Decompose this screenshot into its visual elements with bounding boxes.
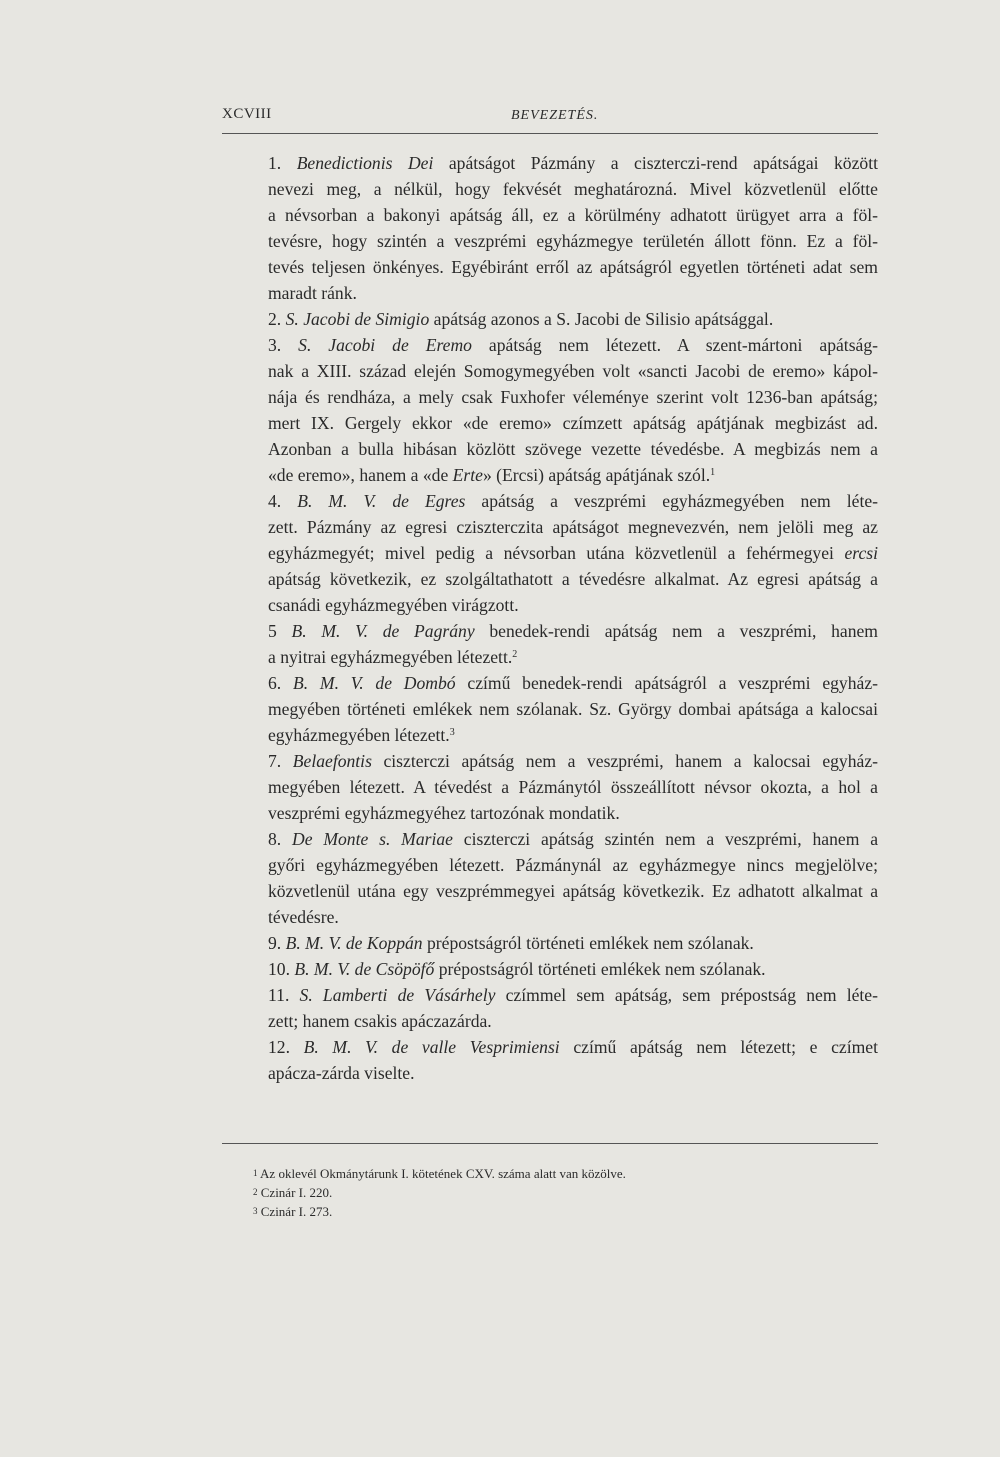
text-line: 3. S. Jacobi de Eremo apátság nem létezett. A szent-mártoni apátság- xyxy=(268,335,879,355)
footnote-reference: 2 xyxy=(512,649,518,660)
text-line: zett; hanem csakis apáczazárda. xyxy=(268,1011,492,1031)
footnote-mark: 1 xyxy=(253,1168,258,1178)
footnote-text: Czinár I. 220. xyxy=(260,1185,333,1200)
main-text xyxy=(222,150,878,1086)
text-line: 1. Benedictionis Dei apátságot Pázmány a ciszterczi-rend apátságai között xyxy=(268,153,878,173)
footnote-reference: 3 xyxy=(449,727,455,738)
footnote-mark: 3 xyxy=(253,1206,258,1216)
text-line: apátság következik, ez szolgáltathatott a tévedésre alkalmat. Az egresi apátság a xyxy=(268,569,878,589)
italic-title: Belaefontis xyxy=(292,751,372,771)
header-rule xyxy=(222,133,878,134)
text-line: megyében történeti emlékek nem szólanak. Sz. György dombai apátsága a kalocsai xyxy=(268,699,878,719)
entry-paragraph xyxy=(222,1034,878,1086)
text-line: maradt ránk. xyxy=(268,283,357,303)
text-line: nája és rendháza, a mely csak Fuxhofer véleménye szerint volt 1236-ban apátság; xyxy=(268,387,878,407)
italic-title: S. Lamberti de Vásárhely xyxy=(299,985,496,1005)
entry-paragraph xyxy=(222,956,878,982)
entry-paragraph xyxy=(222,930,878,956)
footnote xyxy=(253,1202,853,1221)
italic-title: B. M. V. de Koppán xyxy=(285,933,423,953)
text-line: egyházmegyében létezett.$^3$ xyxy=(268,725,455,745)
entry-paragraph xyxy=(222,332,878,488)
footnote-text: Az oklevél Okmánytárunk I. kötetének CXV. száma alatt van közölve. xyxy=(260,1166,626,1181)
folio-number: XCVIII xyxy=(222,106,272,122)
text-line: győri egyházmegyében létezett. Pázmánynál az egyházmegye nincs megjelölve; xyxy=(268,855,878,875)
text-line: 9. B. M. V. de Koppán prépostságról történeti emlékek nem szólanak. xyxy=(268,933,754,953)
italic-title: B. M. V. de Dombó xyxy=(292,673,456,693)
text-line: apácza-zárda viselte. xyxy=(268,1063,415,1083)
text-line: 7. Belaefontis ciszterczi apátság nem a veszprémi, hanem a kalocsai egyház- xyxy=(268,751,878,771)
entry-paragraph xyxy=(222,618,878,670)
footnote-text: Czinár I. 273. xyxy=(260,1204,333,1219)
italic-title: S. Jacobi de Simigio xyxy=(285,309,430,329)
entry-paragraph xyxy=(222,982,878,1034)
text-line: 2. S. Jacobi de Simigio apátság azonos a S. Jacobi de Silisio apátsággal. xyxy=(268,309,774,329)
text-line: tevésre, hogy szintén a veszprémi egyházmegye területén állott fönn. Ez a föl- xyxy=(268,231,878,251)
italic-title: De Monte s. Mariae xyxy=(292,829,453,849)
text-line: csanádi egyházmegyében virágzott. xyxy=(268,595,519,615)
text-line: a nyitrai egyházmegyében létezett.$^2$ xyxy=(268,647,518,667)
text-line: 5 B. M. V. de Pagrány benedek-rendi apátság nem a veszprémi, hanem xyxy=(268,621,878,641)
entry-paragraph xyxy=(222,748,878,826)
text-line: «de eremo», hanem a «de Erte» (Ercsi) apátság apátjának szól.$^1$ xyxy=(268,465,716,485)
italic-title: Benedictionis Dei xyxy=(296,153,434,173)
footnote-reference: 1 xyxy=(710,467,716,478)
italic-title: B. M. V. de Egres xyxy=(297,491,466,511)
italic-title: B. M. V. de valle Vesprimiensi xyxy=(303,1037,560,1057)
page-header xyxy=(222,106,878,130)
text-line: a névsorban a bakonyi apátság áll, ez a körülmény adhatott ürügyet arra a föl- xyxy=(268,205,878,225)
text-line: 12. B. M. V. de valle Vesprimiensi czímű apátság nem létezett; e czímet xyxy=(268,1037,878,1057)
text-line: mert IX. Gergely ekkor «de eremo» czímzett apátság apátjának megbizást ad. xyxy=(268,413,878,433)
italic-title: B. M. V. de Pagrány xyxy=(291,621,475,641)
text-line: veszprémi egyházmegyéhez tartozónak mondatik. xyxy=(268,803,620,823)
running-title: BEVEZETÉS. xyxy=(511,108,599,123)
entry-paragraph xyxy=(222,826,878,930)
text-line: Azonban a bulla hibásan közlött szövege vezette tévedésbe. A megbizás nem a xyxy=(268,439,878,459)
footnote-rule xyxy=(222,1143,878,1144)
italic-title: S. Jacobi de Eremo xyxy=(298,335,472,355)
italic-title: B. M. V. de Csöpöfő xyxy=(294,959,435,979)
italic-title: ercsi xyxy=(844,543,878,563)
entry-paragraph xyxy=(222,150,878,306)
footnote xyxy=(253,1183,853,1202)
italic-title: Erte xyxy=(452,465,483,485)
footnotes xyxy=(253,1164,853,1221)
text-line: közvetlenül utána egy veszprémmegyei apátság következik. Ez adhatott alkalmat a xyxy=(268,881,878,901)
text-line: 11. S. Lamberti de Vásárhely czímmel sem apátság, sem prépostság nem léte- xyxy=(268,985,878,1005)
text-line: tevés teljesen önkényes. Egyébiránt erről az apátságról egyetlen történeti adat sem xyxy=(268,257,878,277)
text-line: tévedésre. xyxy=(268,907,339,927)
text-line: egyházmegyét; mivel pedig a névsorban utána közvetlenül a fehérmegyei ercsi xyxy=(268,543,878,563)
entry-paragraph xyxy=(222,488,878,618)
text-line: nevezi meg, a nélkül, hogy fekvését meghatározná. Mivel közvetlenül előtte xyxy=(268,179,878,199)
text-line: 6. B. M. V. de Dombó czímű benedek-rendi apátságról a veszprémi egyház- xyxy=(268,673,879,693)
text-line: 8. De Monte s. Mariae ciszterczi apátság szintén nem a veszprémi, hanem a xyxy=(268,829,878,849)
entry-paragraph xyxy=(222,306,878,332)
footnote-mark: 2 xyxy=(253,1187,258,1197)
footnote xyxy=(253,1164,853,1183)
text-line: zett. Pázmány az egresi cziszterczita apátságot megnevezvén, nem jelöli meg az xyxy=(268,517,878,537)
text-line: nak a XIII. század elején Somogymegyében volt «sancti Jacobi de eremo» kápol- xyxy=(268,361,878,381)
text-line: megyében létezett. A tévedést a Pázmánytól összeállított névsor okozta, a hol a xyxy=(268,777,878,797)
text-line: 4. B. M. V. de Egres apátság a veszprémi egyházmegyében nem léte- xyxy=(268,491,879,511)
entry-paragraph xyxy=(222,670,878,748)
text-line: 10. B. M. V. de Csöpöfő prépostságról történeti emlékek nem szólanak. xyxy=(268,959,766,979)
